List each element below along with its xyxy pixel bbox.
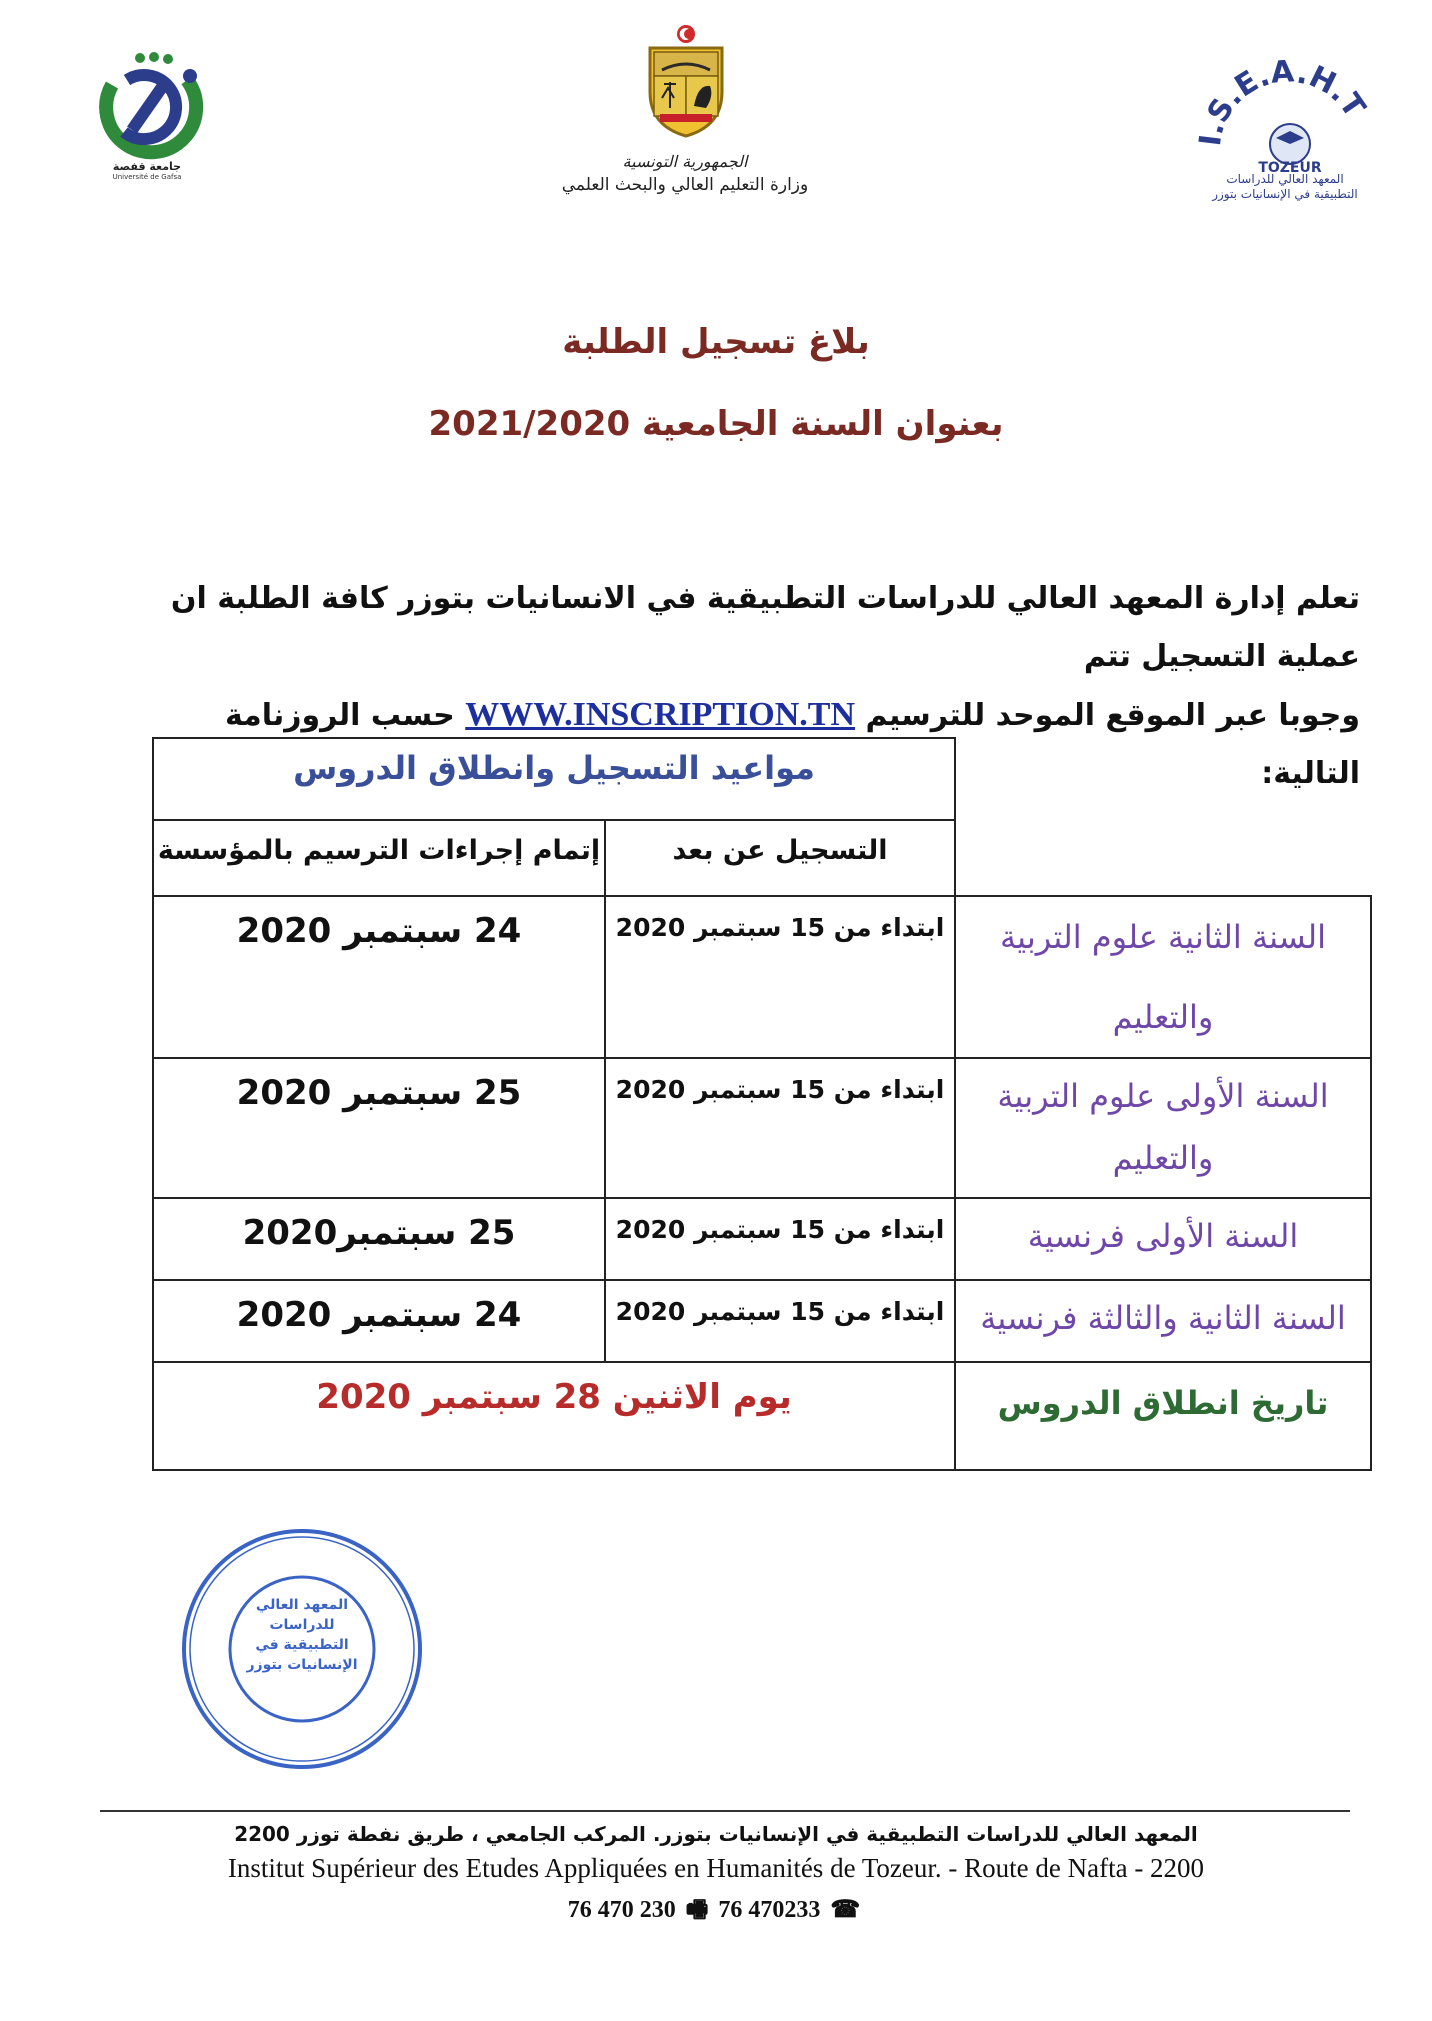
table-row-3-remote: ابتداء من 15 سبتمبر 2020 <box>604 1197 956 1281</box>
footer-french-address: Institut Supérieur des Etudes Appliquées en Humanités de Tozeur. - Route de Nafta - 2200 <box>227 1853 1205 1883</box>
intro-line-2-before: وجوبا عبر الموقع الموحد للترسيم <box>865 698 1360 733</box>
phone-number: 76 470233 <box>718 1897 821 1923</box>
table-row-2-complete: 25 سبتمبر 2020 <box>152 1057 606 1199</box>
university-logo <box>72 50 222 185</box>
ministry-name: وزارة التعليم العالي والبحث العلمي <box>561 175 809 195</box>
announcement-title: بلاغ تسجيل الطلبة <box>562 322 870 362</box>
intro-line-2-after: حسب الروزنامة التالية: <box>224 698 1360 791</box>
table-row-3-label: السنة الأولى فرنسية <box>954 1197 1372 1281</box>
stamp-inner-text: المعهد العالي للدراسات التطبيقية في الإنسانيات بتوزر <box>246 1597 358 1673</box>
table-row-4-remote: ابتداء من 15 سبتمبر 2020 <box>604 1279 956 1363</box>
table-row-1-complete: 24 سبتمبر 2020 <box>152 895 606 1059</box>
footer-contacts <box>0 1892 1432 1933</box>
institute-logo-city: TOZEUR <box>1258 160 1322 172</box>
official-stamp <box>170 1525 435 1770</box>
table-title: مواعيد التسجيل وانطلاق الدروس <box>152 737 956 821</box>
university-logo-subtext: Université de Gafsa <box>112 173 182 181</box>
university-logo-text: جامعة قفصة <box>112 160 182 173</box>
institute-logo <box>1190 52 1380 212</box>
intro-line-1: تعلم إدارة المعهد العالي للدراسات التطبيقية في الانسانيات بتوزر كافة الطلبة ان عملية التسجيل تتم <box>170 581 1360 674</box>
telephone-icon: ☎ <box>830 1897 861 1923</box>
table-row-2-remote: ابتداء من 15 سبتمبر 2020 <box>604 1057 956 1199</box>
stamp-seal-icon <box>170 1525 435 1770</box>
table-row-3-complete: 25 سبتمبر2020 <box>152 1197 606 1281</box>
tunisia-emblem <box>640 22 732 140</box>
table-row-4-label: السنة الثانية والثالثة فرنسية <box>954 1279 1372 1363</box>
column-header-complete: إتمام إجراءات الترسيم بالمؤسسة <box>152 819 606 897</box>
institute-logo-line2: التطبيقية في الإنسانيات بتوزر <box>1212 187 1358 201</box>
republic-name: الجمهورية التونسية <box>622 152 748 171</box>
institute-logo-line1: المعهد العالي للدراسات <box>1226 172 1344 186</box>
classes-start-label: تاريخ انطلاق الدروس <box>954 1361 1372 1471</box>
institute-logo-acronym: I.S.E.A.H.T <box>1192 54 1372 149</box>
table-row-2-label: السنة الأولى علوم التربية والتعليم <box>954 1057 1372 1199</box>
university-logo-mark-icon <box>72 50 222 160</box>
table-row-1-label: السنة الثانية علوم التربية والتعليم <box>954 895 1372 1059</box>
classes-start-value: يوم الاثنين 28 سبتمبر 2020 <box>152 1361 956 1471</box>
government-header <box>520 152 850 195</box>
institute-logo-mark-icon <box>1190 52 1380 172</box>
fax-icon: 🖷 <box>685 1897 709 1923</box>
table-row-4-complete: 24 سبتمبر 2020 <box>152 1279 606 1363</box>
footer-divider <box>100 1810 1350 1812</box>
inscription-link[interactable]: WWW.INSCRIPTION.TN <box>465 696 856 733</box>
stamp-outer-text <box>170 1525 181 1530</box>
footer-arabic-address: المعهد العالي للدراسات التطبيقية في الإنسانيات بتوزر. المركب الجامعي ، طريق نفطة توزر 2200 <box>234 1822 1198 1846</box>
coat-of-arms-icon <box>640 22 732 140</box>
table-row-1-remote: ابتداء من 15 سبتمبر 2020 <box>604 895 956 1059</box>
academic-year-title: بعنوان السنة الجامعية 2021/2020 <box>428 404 1004 444</box>
svg-text:وزارة التعليم العالي و البحث ا <box>170 1525 181 1530</box>
fax-number: 76 470 230 <box>567 1897 676 1923</box>
column-header-remote: التسجيل عن بعد <box>604 819 956 897</box>
